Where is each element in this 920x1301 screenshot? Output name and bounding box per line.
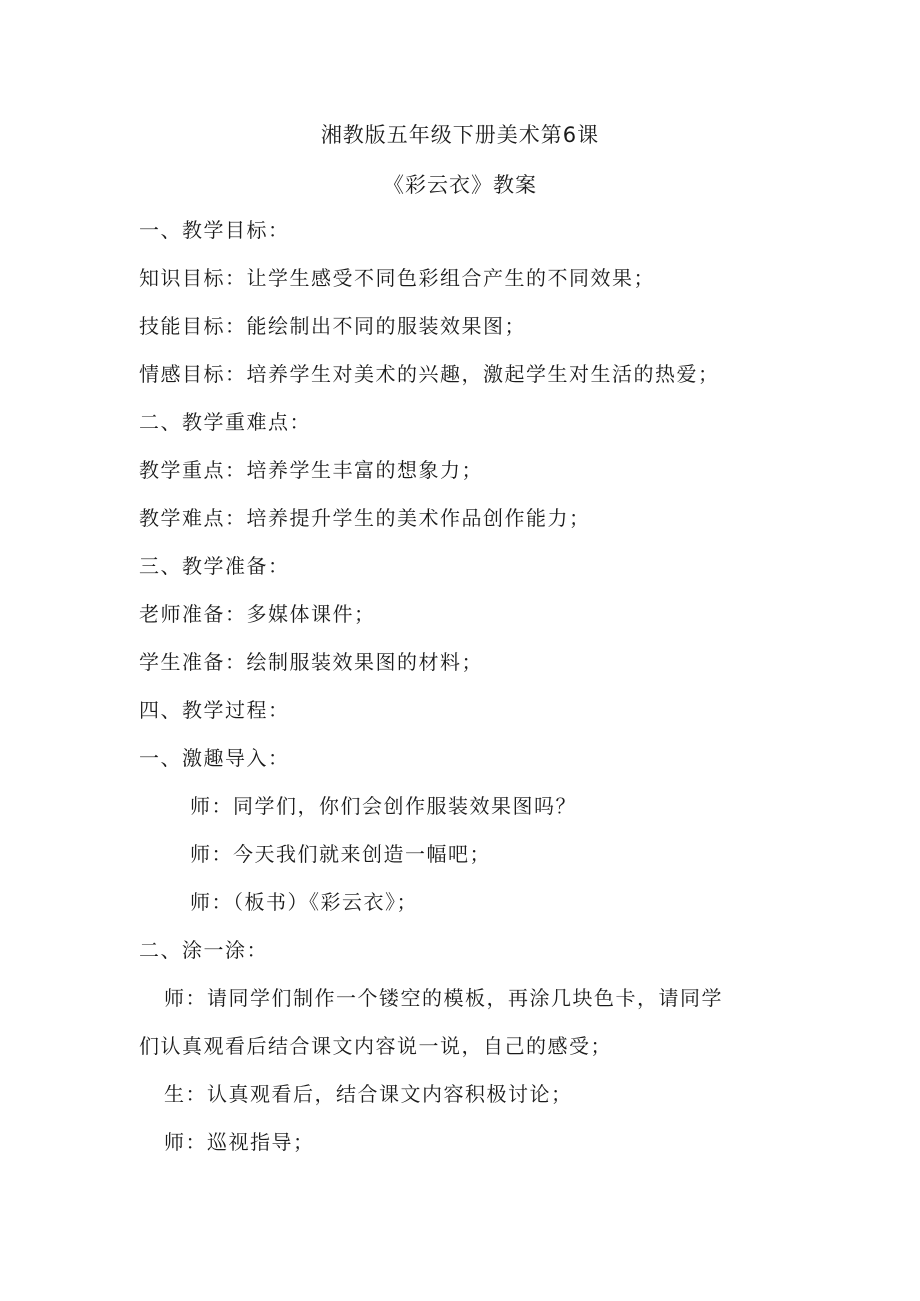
dialogue-line: 师：今天我们就来创造一幅吧；: [190, 842, 491, 866]
dialogue-line: 生：认真观看后，结合课文内容积极讨论；: [164, 1082, 573, 1106]
dialogue-line: 师：（板书）《彩云衣》；: [190, 890, 418, 914]
paragraph-difficult-point: 教学难点：培养提升学生的美术作品创作能力；: [139, 506, 591, 530]
paragraph-skill-goal: 技能目标：能绘制出不同的服装效果图；: [139, 314, 526, 338]
section-heading-objectives: 一、教学目标：: [139, 218, 290, 242]
subsection-heading-paint: 二、涂一涂：: [139, 938, 268, 962]
dialogue-line: 师：巡视指导；: [164, 1130, 315, 1154]
section-heading-preparation: 三、教学准备：: [139, 554, 290, 578]
dialogue-line: 师：同学们，你们会创作服装效果图吗？: [190, 794, 577, 818]
paragraph-teacher-prep: 老师准备：多媒体课件；: [139, 602, 376, 626]
paragraph-student-prep: 学生准备：绘制服装效果图的材料；: [139, 650, 483, 674]
subsection-heading-intro: 一、激趣导入：: [139, 746, 290, 770]
section-heading-process: 四、教学过程：: [139, 698, 290, 722]
paragraph-key-point: 教学重点：培养学生丰富的想象力；: [139, 458, 483, 482]
dialogue-line-continued: 们认真观看后结合课文内容说一说，自己的感受；: [139, 1034, 612, 1058]
dialogue-line: 师：请同学们制作一个镂空的模板，再涂几块色卡，请同学: [164, 986, 723, 1010]
document-subtitle: 《彩云衣》教案: [383, 173, 537, 197]
paragraph-emotion-goal: 情感目标：培养学生对美术的兴趣，激起学生对生活的热爱；: [139, 362, 720, 386]
section-heading-key-points: 二、教学重难点：: [139, 410, 311, 434]
paragraph-knowledge-goal: 知识目标：让学生感受不同色彩组合产生的不同效果；: [139, 266, 655, 290]
document-title: 湘教版五年级下册美术第6课: [320, 123, 600, 147]
